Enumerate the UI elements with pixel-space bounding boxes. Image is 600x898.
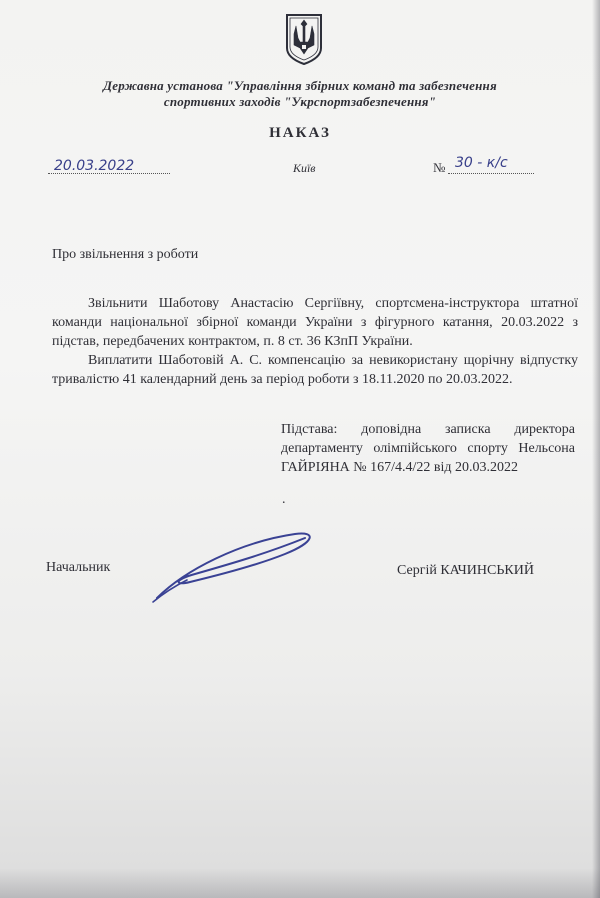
organization-name [60,78,540,110]
document-number: 30 - к/с [455,155,508,171]
signer-name: Сергій КАЧИНСЬКИЙ [397,563,534,578]
basis-dot: . [282,492,286,507]
order-paragraph-dismissal: Звільнити Шаботову Анастасію Сергіївну, спортсмена-інструктора штатної команди національної збірної команди України з фігурного катання, 20.03.2022 з підстав, передбачених контрактом, п. 8 ст. 36 КЗпП України. [52,296,578,349]
city: Київ [293,161,316,175]
page-edge-shadow [592,0,600,898]
order-paragraph-compensation: Виплатити Шаботовій А. С. компенсацію за невикористану щорічну відпустку тривалістю 41 календарний день за період роботи з 18.11.2020 по 20.03.2022. [52,353,578,387]
number-underline [448,173,534,174]
trident-coat-of-arms-icon [284,12,324,66]
order-subject: Про звільнення з роботи [52,247,199,262]
page-bottom-shadow [0,868,600,898]
order-body [52,294,578,389]
number-label: № [433,160,446,175]
organization-line-1: Державна установа "Управління збірних команд та забезпечення [103,78,497,93]
organization-line-2: спортивних заходів "Укрспортзабезпечення" [163,94,437,109]
signer-position: Начальник [46,560,111,575]
document-title: НАКАЗ [269,125,331,141]
document-date: 20.03.2022 [54,158,135,174]
order-basis: Підстава: доповідна записка директора департаменту олімпійського спорту Нельсона ГАЙРІЯНА № 167/4.4/22 від 20.03.2022 [281,422,575,475]
handwritten-signature [145,520,320,610]
